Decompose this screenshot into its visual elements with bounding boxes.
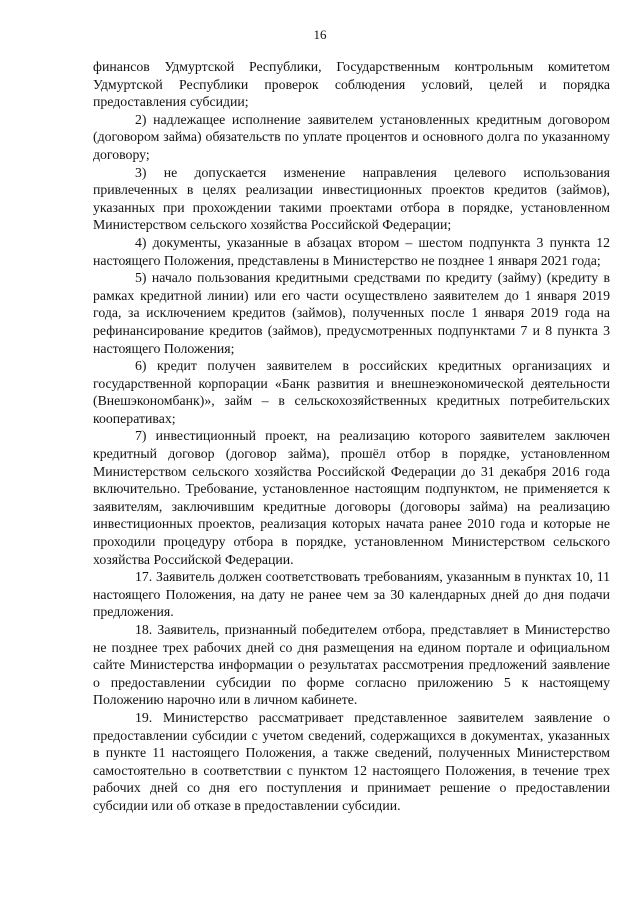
- page-number: 16: [313, 27, 327, 42]
- paragraph: 7) инвестиционный проект, на реализацию которого заявителем заключен кредитный договор (договор займа), прошёл отбор в порядке, установленном Министерством сельского хозяйства Российской Федерации до 31 декабря 2016 года включительно. Требование, установленное настоящим подпунктом, не применяется к заявителям, заключившим кредитные договоры (договоры займа) на реализацию инвестиционных проектов, реализация которых начата ранее 2010 года и которые не проходили процедуру отбора в порядке, установленном Министерством сельского хозяйства Российской Федерации.: [93, 428, 610, 567]
- paragraph: 3) не допускается изменение направления целевого использования привлеченных в целях реализации инвестиционных проектов кредитов (займов), указанных при прохождении такими проектами отбора в порядке, установленном Министерством сельского хозяйства Российской Федерации;: [93, 164, 610, 233]
- paragraph: финансов Удмуртской Республики, Государственным контрольным комитетом Удмуртской Республики проверок соблюдения условий, целей и порядка предоставления субсидии;: [93, 59, 610, 110]
- paragraph: 6) кредит получен заявителем в российских кредитных организациях и государственной корпорации «Банк развития и внешнеэкономической деятельности (Внешэкономбанк)», займ – в сельскохозяйственных кредитных потребительских кооперативах;: [93, 358, 610, 426]
- paragraph: 18. Заявитель, признанный победителем отбора, представляет в Министерство не позднее трех рабочих дней со дня размещения на едином портале и официальном сайте Министерства информации о результатах рассмотрения предложений заявление о предоставлении субсидии по форме согласно приложению 5 к настоящему Положению нарочно или в личном кабинете.: [93, 622, 610, 708]
- body-text: [93, 58, 610, 815]
- paragraph: 5) начало пользования кредитными средствами по кредиту (займу) (кредиту в рамках кредитной линии) или его части осуществлено заявителем до 1 января 2019 года, за исключением кредитов (займов), полученных после 1 января 2019 года на рефинансирование кредитов (займов), предусмотренных подпунктами 7 и 8 пункта 3 настоящего Положения;: [93, 270, 610, 356]
- paragraph: 19. Министерство рассматривает представленное заявителем заявление о предоставлении субсидии с учетом сведений, содержащихся в документах, указанных в пункте 11 настоящего Положения, а также сведений, полученных Министерством самостоятельно в соответствии с пунктом 12 настоящего Положения, в течение трех рабочих дней со дня его поступления и принимает решение о предоставлении субсидии или об отказе в предоставлении субсидии.: [93, 709, 610, 813]
- paragraph: 2) надлежащее исполнение заявителем установленных кредитным договором (договором займа) обязательств по уплате процентов и основного долга по указанному договору;: [93, 111, 610, 162]
- paragraph: 17. Заявитель должен соответствовать требованиям, указанным в пунктах 10, 11 настоящего Положения, на дату не ранее чем за 30 календарных дней до дня подачи предложения.: [93, 569, 610, 620]
- paragraph: 4) документы, указанные в абзацах втором – шестом подпункта 3 пункта 12 настоящего Положения, представлены в Министерство не позднее 1 января 2021 года;: [93, 234, 610, 268]
